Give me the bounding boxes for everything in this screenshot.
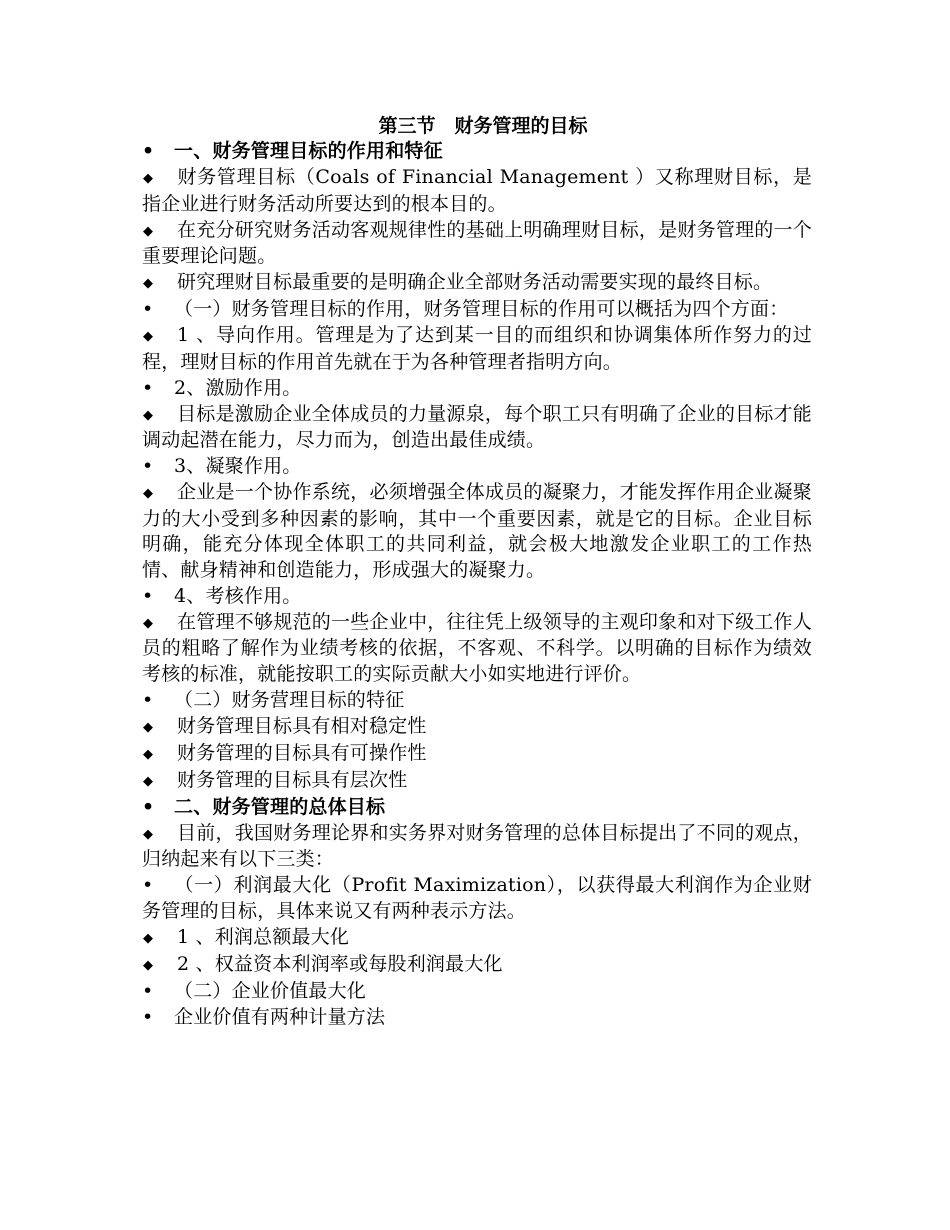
paragraph-text: （二）企业价值最大化 [174,979,367,1002]
bullet-diamond-icon: ◆ [143,486,154,501]
paragraph-text: 在充分研究财务活动客观规律性的基础上明确理财目标，是财务管理的一个重要理论问题。 [142,218,812,267]
bullet-paragraph [142,979,812,1005]
bullet-dot-icon: • [142,140,155,162]
paragraph-text: 2、激励作用。 [174,376,302,399]
bullet-paragraph [142,454,812,480]
bullet-dot-icon: • [142,376,154,399]
paragraph-text: （一）财务管理目标的作用，财务管理目标的作用可以概括为四个方面： [174,298,789,320]
bullet-paragraph [142,1005,812,1031]
paragraph-text: 财务管理的目标具有层次性 [177,768,408,791]
bullet-paragraph [142,688,812,714]
bullet-paragraph [142,768,812,795]
paragraph-text: 研究理财目标最重要的是明确企业全部财务活动需要实现的最终目标。 [177,271,773,293]
paragraph-text: （一）利润最大化（Profit Maximization），以获得最大利润作为企业财务管理的目标，具体来说又有两种表示方法。 [142,874,812,922]
bullet-paragraph [142,218,812,270]
bullet-diamond-icon: ◆ [143,171,154,186]
bullet-paragraph [142,297,812,323]
bullet-dot-icon: • [142,874,154,896]
bullet-dot-icon: • [142,298,154,320]
bullet-diamond-icon: ◆ [143,746,154,762]
paragraph-text: 二、财务管理的总体目标 [174,795,386,818]
paragraph-text: 目标是激励企业全体成员的力量源泉，每个职工只有明确了企业的目标才能调动起潜在能力，尽力而为，创造出最佳成绩。 [142,402,812,451]
bullet-paragraph [142,873,812,924]
paragraph-text: 一、财务管理目标的作用和特征 [174,140,443,162]
bullet-paragraph [142,270,812,297]
bullet-paragraph [142,925,812,952]
paragraph-text: 1 、导向作用。管理是为了达到某一目的而组织和协调集体所作努力的过程，理财目标的作用首先就在于为各种管理者指明方向。 [142,324,812,373]
paragraph-text: 目前，我国财务理论界和实务界对财务管理的总体目标提出了不同的观点，归纳起来有以下三类： [142,821,812,870]
bullet-paragraph [142,821,812,873]
bullet-diamond-icon: ◆ [143,957,154,973]
paragraph-text: 财务管理目标具有相对稳定性 [177,714,427,737]
bullet-paragraph [142,480,812,583]
bullet-paragraph [142,165,812,217]
paragraph-text: 企业是一个协作系统，必须增强全体成员的凝聚力，才能发挥作用企业凝聚力的大小受到多种因素的影响，其中一个重要因素，就是它的目标。企业目标明确，能充分体现全体职工的共同利益，就会极大地激发企业职工的工作热情、献身精神和创造能力，形成强大的凝聚力。 [142,481,812,581]
paragraph-text: 企业价值有两种计量方法 [174,1005,386,1028]
paragraph-text: （二）财务营理目标的特征 [174,688,405,711]
bullet-paragraph [142,323,812,375]
bullet-diamond-icon: ◆ [143,930,154,946]
bullet-dot-icon: • [142,979,154,1002]
section-title: 第三节 财务管理的目标 [378,115,588,137]
bullet-paragraph [142,376,812,402]
section-heading [142,139,812,165]
document-page [142,114,812,1031]
bullet-diamond-icon: ◆ [143,276,154,291]
paragraph-text: 1 、利润总额最大化 [177,925,350,948]
bullet-dot-icon: • [142,584,154,607]
paragraph-text: 4、考核作用。 [174,584,302,607]
bullet-paragraph [142,402,812,454]
paragraph-text: 2 、权益资本利润率或每股利润最大化 [177,952,503,975]
bullet-dot-icon: • [142,795,155,818]
paragraph-text: 在管理不够规范的一些企业中，往往凭上级领导的主观印象和对下级工作人员的粗略了解作为业绩考核的依据，不客观、不科学。以明确的目标作为绩效考核的标准，就能按职工的实际贡献大小如实地进行评价。 [142,610,812,685]
bullet-diamond-icon: ◆ [143,615,154,631]
bullet-dot-icon: • [142,455,154,477]
bullet-diamond-icon: ◆ [143,407,154,423]
paragraph-text: 3、凝聚作用。 [174,455,302,477]
paragraph-text: 财务管理的目标具有可操作性 [177,741,427,764]
bullet-paragraph [142,741,812,768]
bullet-dot-icon: • [142,1005,154,1028]
section-heading [142,795,812,821]
bullet-paragraph [142,584,812,610]
bullet-diamond-icon: ◆ [143,329,154,344]
bullet-diamond-icon: ◆ [143,826,154,842]
bullet-paragraph [142,714,812,741]
document-body [142,139,812,1030]
bullet-diamond-icon: ◆ [143,719,154,735]
bullet-paragraph [142,952,812,979]
bullet-dot-icon: • [142,688,154,711]
bullet-diamond-icon: ◆ [143,223,154,239]
bullet-diamond-icon: ◆ [143,773,154,789]
bullet-paragraph [142,610,812,688]
paragraph-text: 财务管理目标（Coals of Financial Management ）又称理财目标，是指企业进行财务活动所要达到的根本目的。 [142,166,812,215]
